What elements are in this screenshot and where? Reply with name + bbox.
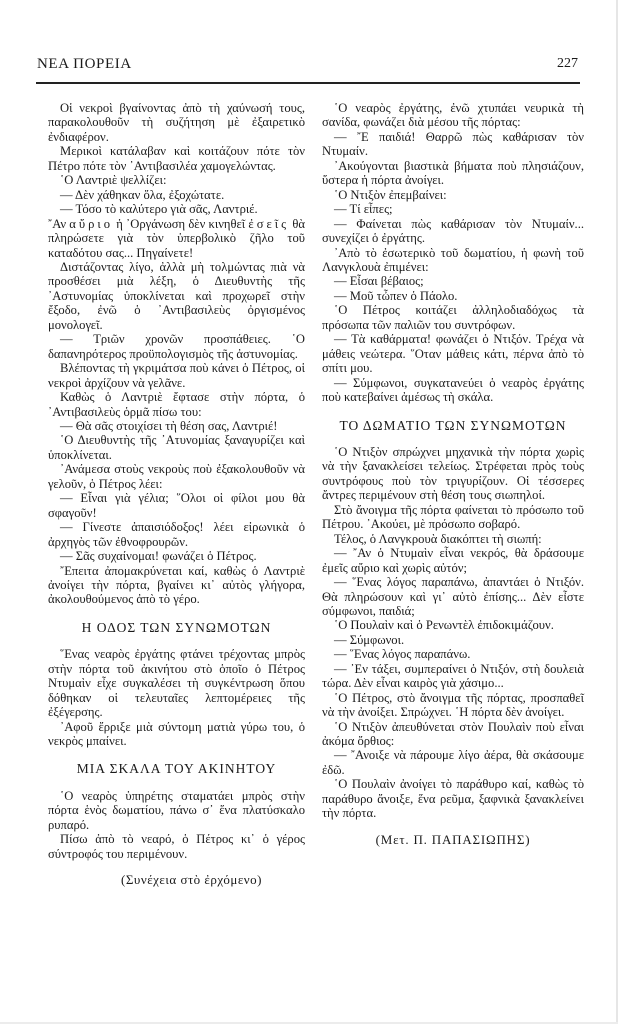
paragraph: Οἱ νεκροὶ βγαίνοντας ἀπὸ τὴ χαύνωσή τους, παρακολουθοῦν τὴ συζήτηση μὲ ἐξαιρετικὸ ἐνδιαφέρον. bbox=[48, 101, 305, 144]
paragraph: ᾿Αφοῦ ἔρριξε μιὰ σύντομη ματιὰ γύρω του, ὁ νεκρὸς μπαίνει. bbox=[48, 719, 305, 749]
section-heading: ΤΟ ΔΩΜΑΤΙΟ ΤΩΝ ΣΥΝΩΜΟΤΩΝ bbox=[339, 417, 567, 433]
paragraph: ῾Ο Πουλαὶν ἀνοίγει τὸ παράθυρο καί, καθὼς τὸ παράθυρο ἄνοιξε, ἕνα ρεῦμα, ξαφνικὰ ξανακλείνει τὴν πόρτα. bbox=[322, 777, 584, 821]
header-rule bbox=[36, 82, 580, 84]
dialogue-line: — ῎Ανοιξε νὰ πάρουμε λίγο ἀέρα, θὰ σκάσουμε ἐδῶ. bbox=[322, 748, 584, 777]
dialogue-line: — Θὰ σᾶς στοιχίσει τὴ θέση σας, Λαντριέ! bbox=[60, 418, 278, 433]
dialogue-line: — Εἶναι γιὰ γέλια; ῞Ολοι οἱ φίλοι μου θὰ σφαγοῦν! bbox=[48, 491, 305, 520]
paragraph: ᾿Ανάμεσα στοὺς νεκροὺς ποὺ ἐξακολουθοῦν νὰ γελοῦν, ὁ Πέτρος λέει: bbox=[48, 462, 305, 491]
dialogue-line: — Τί εἶπες; bbox=[334, 202, 393, 217]
paragraph: ῾Ο νεαρὸς ὑπηρέτης σταματάει μπρὸς στὴν πόρτα ἑνὸς δωματίου, πάνω σ᾿ ἕνα πλατύσκαλο ρυπαρό. bbox=[48, 788, 305, 832]
dialogue-line: — Σύμφωνοι, συγκατανεύει ὁ νεαρὸς ἐργάτης ποὺ κατεβαίνει ἀμέσως τὴ σκάλα. bbox=[322, 375, 584, 405]
dialogue-line: — Τριῶν χρονῶν προσπάθειες. ῾Ο δαπανηρότερος προϋπολογισμὸς τῆς ἀστυνομίας. bbox=[48, 332, 305, 361]
text-run: ῎Αν bbox=[48, 216, 70, 231]
page-header bbox=[37, 52, 582, 76]
paragraph: ῾Ο Ντιξὸν ἀπευθύνεται στὸν Πουλαὶν ποὺ εἶναι ἀκόμα ὄρθιος: bbox=[322, 719, 584, 749]
paragraph: Στὸ ἄνοιγμα τῆς πόρτα φαίνεται τὸ πρόσωπο τοῦ Πέτρου. ᾿Ακούει, μὲ πρόσωπο σοβαρό. bbox=[322, 502, 584, 532]
dialogue-line: — ῞Ενας λόγος παραπάνω, ἀπαντάει ὁ Ντιξόν. Θὰ πληρώσουν καὶ γι᾿ αὐτὸ ἐπίσης... Δὲν εἶστε σύμφωνοι, παιδιά; bbox=[322, 575, 584, 618]
translator-credit: (Μετ. Π. ΠΑΠΑΣΙΩΠΗΣ) bbox=[375, 831, 531, 847]
dialogue-line: — Σύμφωνοι. bbox=[334, 632, 405, 647]
paragraph: ῾Ο Ντιξὸν ἐπεμβαίνει: bbox=[334, 187, 447, 202]
paragraph: ῾Ο νεαρὸς ἐργάτης, ἐνῶ χτυπάει νευρικὰ τὴ σανίδα, φωνάζει διὰ μέσου τῆς πόρτας: bbox=[322, 101, 584, 130]
dialogue-line: — ῎Αν ὁ Ντυμαὶν εἶναι νεκρός, θὰ δράσουμε ἐμεῖς αὔριο καὶ χωρὶς αὐτόν; bbox=[322, 546, 584, 575]
dialogue-line: — Σᾶς συχαίνομαι! φωνάζει ὁ Πέτρος. bbox=[60, 549, 257, 564]
text-run: ἡ ᾿Οργάνωση δὲν κινηθεῖ bbox=[113, 216, 249, 231]
section-heading: ΜΙΑ ΣΚΑΛΑ ΤΟΥ ΑΚΙΝΗΤΟΥ bbox=[76, 761, 277, 777]
paragraph: Διστάζοντας λίγο, ἀλλὰ μὴ τολμώντας πιὰ νὰ προσθέσει μιὰ λέξη, ὁ Διευθυντὴς τῆς ᾿Αστυνομίας ὑποκλίνεται καὶ προχωρεῖ στὴν ἔξοδο, ἐνῶ ὁ ᾿Αντιβασιλεὺς ὀργισμένος μονολογεῖ. bbox=[48, 259, 305, 332]
paragraph: ῎Επειτα ἀπομακρύνεται καί, καθὼς ὁ Λαντριὲ ἀνοίγει τὴν πόρτα, βγαίνει κι᾿ αὐτὸς γλήγορα, ἀκολουθούμενος ἀπὸ τὸ γέρο. bbox=[48, 563, 305, 607]
emphasized-word: αὔριο bbox=[69, 216, 114, 231]
text-run: θὰ πληρώσετε γιὰ τὸν ὑπερβολικὸ ζῆλο τοῦ καταδότου σας... Πηγαίνετε! bbox=[48, 216, 305, 260]
paragraph: Τέλος, ὁ Λανγκρουὰ διακόπτει τὴ σιωπή: bbox=[334, 531, 542, 546]
left-column bbox=[48, 101, 305, 888]
paragraph: ᾿Ακούγονται βιαστικὰ βήματα ποὺ πλησιάζουν, ὕστερα ἡ πόρτα ἀνοίγει. bbox=[322, 158, 584, 188]
dialogue-line: — ῎Ε παιδιά! Θαρρῶ πὼς καθάρισαν τὸν Ντυμαίν. bbox=[322, 129, 584, 159]
dialogue-line: — Φαίνεται πὼς καθάρισαν τὸν Ντυμαίν... συνεχίζει ὁ ἐργάτης. bbox=[322, 216, 584, 246]
paragraph: ῾Ο Λαντριὲ ψελλίζει: bbox=[60, 173, 167, 188]
paragraph: ῾Ο Πέτρος, στὸ ἄνοιγμα τῆς πόρτας, προσπαθεῖ νὰ τὴν ἀνοίξει. Σπρώχνει. ῾Η πόρτα δὲν ἀνοίγει. bbox=[322, 690, 584, 720]
dialogue-line: — Τόσο τὸ καλύτερο γιὰ σᾶς, Λαντριέ. bbox=[60, 202, 258, 217]
paragraph: ῾Ο Πουλαὶν καὶ ὁ Ρενωντὲλ ἐπιδοκιμάζουν. bbox=[334, 618, 554, 633]
continued-note: (Συνέχεια στὸ ἐρχόμενο) bbox=[120, 872, 262, 888]
dialogue-line: — Γίνεστε ἀπαισιόδοξος! λέει εἰρωνικὰ ὁ ἀρχηγὸς τῶν ἐθνοφρουρῶν. bbox=[48, 520, 305, 549]
dialogue-line: — Δὲν χάθηκαν ὅλα, ἐξοχώτατε. bbox=[60, 187, 225, 202]
paragraph: ῾Ο Ντιξὸν σπρώχνει μηχανικὰ τὴν πόρτα χωρὶς νὰ τὴν ξανακλείσει τελείως. Στρέφεται πρὸς τοὺς συντρόφους ποὺ τὸν τριγυρίζουν. Οἱ τέσσερες ἄντρες περιμένουν στὴ θέση τους σιωπηλοί. bbox=[322, 444, 584, 503]
dialogue-line: — Τὰ καθάρματα! φωνάζει ὁ Ντιξόν. Τρέχα νὰ μάθεις νεώτερα. ῞Οταν μάθεις κάτι, πέρνα ἀπὸ τὸ σπίτι μου. bbox=[322, 332, 584, 376]
page-number: 227 bbox=[557, 56, 578, 71]
dialogue-line: — ᾿Εν τάξει, συμπεραίνει ὁ Ντιξόν, στὴ δουλειὰ τώρα. Δὲν εἶναι καιρὸς γιὰ χάσιμο... bbox=[322, 661, 584, 691]
paragraph: ᾿Απὸ τὸ ἐσωτερικὸ τοῦ δωματίου, ἡ φωνὴ τοῦ Λανγκλουὰ ἐπιμένει: bbox=[322, 245, 584, 274]
dialogue-line: — Εἶσαι βέβαιος; bbox=[334, 274, 424, 289]
paragraph: Βλέποντας τὴ γκριμάτσα ποὺ κάνει ὁ Πέτρος, οἱ νεκροὶ ἀρχίζουν νὰ γελᾶνε. bbox=[48, 361, 305, 390]
paragraph: Πίσω ἀπὸ τὸ νεαρό, ὁ Πέτρος κι᾿ ὁ γέρος σύντροφός του περιμένουν. bbox=[48, 832, 305, 861]
section-heading: Η ΟΔΟΣ ΤΩΝ ΣΥΝΩΜΟΤΩΝ bbox=[81, 619, 272, 635]
right-column bbox=[322, 101, 584, 847]
paragraph: ῞Ενας νεαρὸς ἐργάτης φτάνει τρέχοντας μπρὸς στὴν πόρτα τοῦ ἀκινήτου στὸ ὁποῖο ὁ Πέτρος Ντυμαὶν εἶχε συγκαλέσει τὴ συγκέντρωση ὅπου δόθηκαν οἱ τελευταῖες λεπτομέρειες τῆς ἐξέγερσης. bbox=[48, 647, 305, 720]
dialogue-line: — Μοῦ τὦπεν ὁ Πάολο. bbox=[334, 288, 458, 303]
threat-paragraph bbox=[48, 217, 305, 260]
magazine-title: ΝΕΑ ΠΟΡΕΙΑ bbox=[37, 56, 132, 72]
paragraph: ῾Ο Πέτρος κοιτάζει ἀλληλοδιαδόχως τὰ πρόσωπα τῶν παλιῶν του συντρόφων. bbox=[322, 303, 584, 332]
dialogue-line: — ῞Ενας λόγος παραπάνω. bbox=[334, 647, 471, 662]
paragraph: Μερικοὶ κατάλαβαν καὶ κοιτάζουν πότε τὸν Πέτρο πότε τὸν ᾿Αντιβασιλέα χαμογελώντας. bbox=[48, 144, 305, 173]
paragraph: Καθὼς ὁ Λαντριὲ ἔφτασε στὴν πόρτα, ὁ ᾿Αντιβασιλεὺς ὁρμᾶ πίσω του: bbox=[48, 390, 305, 419]
emphasized-word: ἐσεῖς bbox=[248, 216, 290, 231]
paragraph: ῾Ο Διευθυντὴς τῆς ᾿Ατυνομίας ξαναγυρίζει καὶ ὑποκλίνεται. bbox=[48, 433, 305, 462]
